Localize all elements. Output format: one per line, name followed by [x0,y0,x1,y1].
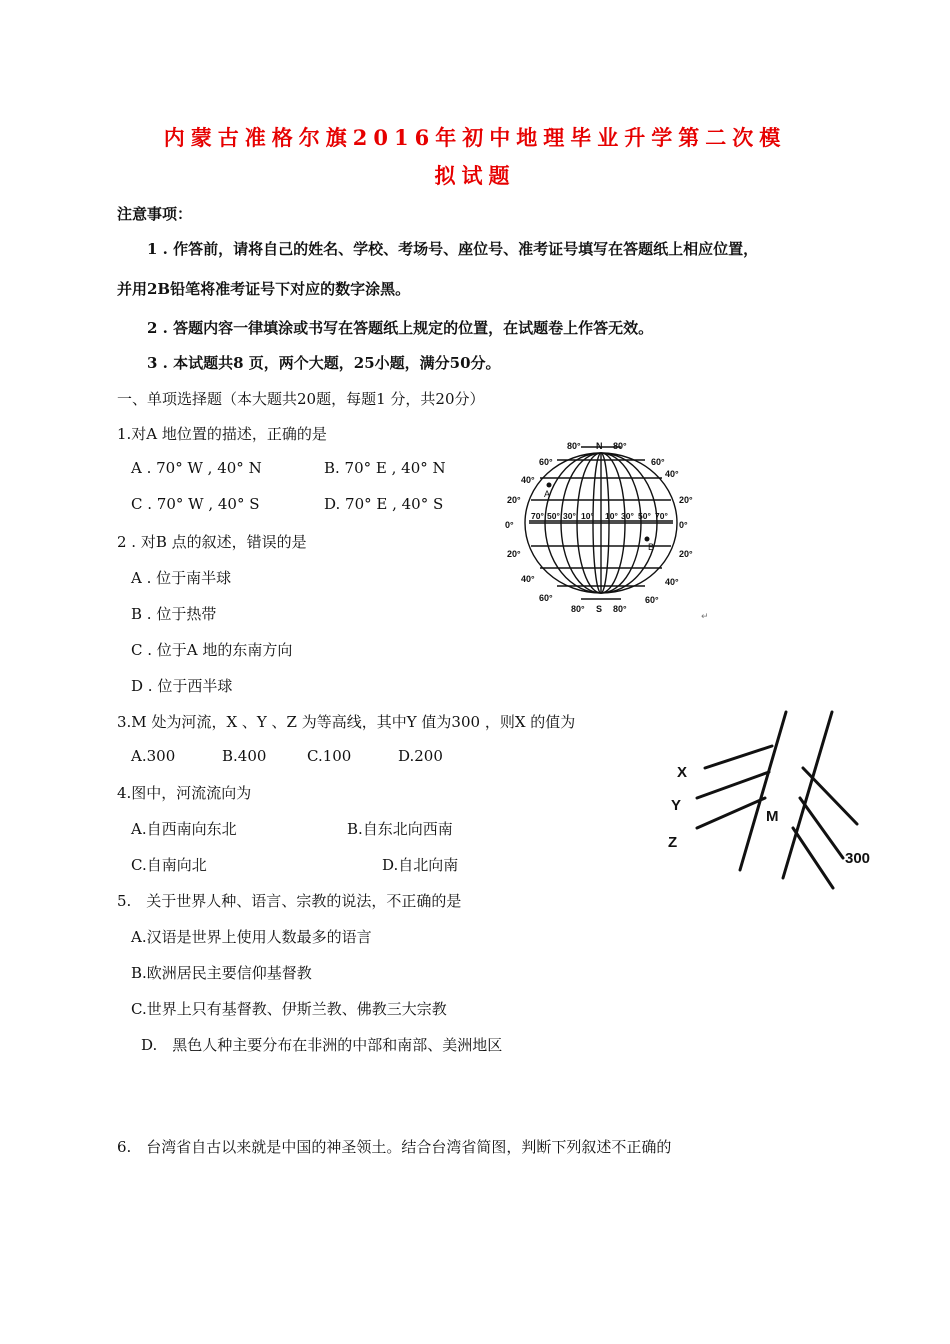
globe-lon-10-w: 10° [581,511,594,521]
note-item-2: 2 . 答题内容一律填涂或书写在答题纸上规定的位置，在试题卷上作答无效。 [147,319,654,337]
q6-stem: 6. 台湾省自古以来就是中国的神圣领土。结合台湾省简图，判断下列叙述不正确的 [117,1138,672,1156]
globe-point-a-label: A [544,489,551,499]
globe-figure [495,437,720,622]
globe-lon-30-e: 30° [621,511,634,521]
q1-option-c: C . 70° W , 40° S [131,495,260,513]
globe-lat-60n-left: 60° [539,457,553,467]
q3-option-d: D.200 [398,747,443,765]
q3-option-a: A.300 [131,747,176,765]
q4-option-b: B.自东北向西南 [347,820,453,838]
note-item-1b: 并用2B铅笔将准考证号下对应的数字涂黑。 [117,280,411,298]
q5-option-b: B.欧洲居民主要信仰基督教 [131,964,312,982]
globe-lat-80n-left: 80° [567,441,581,451]
globe-label-s: S [596,604,603,614]
exam-title-line2: 拟试题 [434,163,516,188]
contour-label-y: Y [671,797,682,814]
point-b-marker [645,537,650,542]
q4-option-a: A.自西南向东北 [131,820,237,838]
globe-label-n: N [596,441,603,451]
q4-option-c: C.自南向北 [131,856,207,874]
globe-lon-50-w: 50° [547,511,560,521]
q3-option-c: C.100 [307,747,352,765]
globe-lat-0-left: 0° [505,520,514,530]
q2-stem: 2 . 对B 点的叙述，错误的是 [117,533,307,551]
q2-option-c: C . 位于A 地的东南方向 [131,641,293,659]
globe-lat-60n-right: 60° [651,457,665,467]
q1-option-a: A . 70° W , 40° N [131,459,262,477]
q1-option-b: B. 70° E , 40° N [324,459,446,477]
globe-lat-20n-left: 20° [507,495,521,505]
globe-lat-40s-right: 40° [665,577,679,587]
globe-lon-70-w: 70° [531,511,544,521]
globe-lat-40s-left: 40° [521,574,535,584]
contour-label-x: X [677,764,688,781]
q4-stem: 4.图中，河流流向为 [117,784,252,802]
q3-stem: 3.M 处为河流，X 、Y 、Z 为等高线，其中Y 值为300 ，则X 的值为 [117,713,576,731]
globe-point-b-label: B [648,542,655,552]
river-label-m: M [766,808,779,825]
return-mark: ↵ [701,611,709,621]
note-item-1a: 1 . 作答前，请将自己的姓名、学校、考场号、座位号、准考证号填写在答题纸上相应位置， [147,240,759,258]
globe-lon-50-e: 50° [638,511,651,521]
q2-option-d: D . 位于西半球 [131,677,233,695]
contour-label-300: 300 [845,850,871,867]
contour-x [705,746,772,768]
notes-heading: 注意事项： [117,205,193,223]
contour-figure [655,700,885,905]
note-item-3: 3 . 本试题共8 页，两个大题，25小题，满分50分。 [147,354,501,372]
globe-lon-30-w: 30° [563,511,576,521]
globe-lat-60s-left: 60° [539,593,553,603]
section-heading: 一、单项选择题（本大题共20题，每题1 分，共20分） [117,390,485,408]
point-a-marker [547,483,552,488]
q1-stem: 1.对A 地位置的描述，正确的是 [117,425,327,443]
q5-option-d: D. 黑色人种主要分布在非洲的中部和南部、美洲地区 [141,1036,503,1054]
q5-stem: 5. 关于世界人种、语言、宗教的说法，不正确的是 [117,892,462,910]
globe-lat-60s-right: 60° [645,595,659,605]
q3-option-b: B.400 [222,747,267,765]
contour-label-z: Z [668,834,678,851]
q4-option-d: D.自北向南 [382,856,459,874]
globe-lat-20s-left: 20° [507,549,521,559]
q2-option-a: A . 位于南半球 [131,569,232,587]
river-bank-right [783,712,832,878]
globe-lat-40n-left: 40° [521,475,535,485]
globe-lon-10-e: 10° [605,511,618,521]
exam-title-line1: 内蒙古准格尔旗2016年初中地理毕业升学第二次模 [163,125,787,150]
globe-lon-70-e: 70° [655,511,668,521]
globe-lat-20s-right: 20° [679,549,693,559]
globe-lat-40n-right: 40° [665,469,679,479]
contour-y [697,772,769,798]
q1-option-d: D. 70° E , 40° S [324,495,444,513]
q5-option-a: A.汉语是世界上使用人数最多的语言 [131,928,372,946]
globe-lat-0-right: 0° [679,520,688,530]
q5-option-c: C.世界上只有基督教、伊斯兰教、佛教三大宗教 [131,1000,447,1018]
globe-lat-80s-left: 80° [571,604,585,614]
q2-option-b: B . 位于热带 [131,605,217,623]
river-bank-left [740,712,786,870]
globe-lat-20n-right: 20° [679,495,693,505]
globe-lat-80s-right: 80° [613,604,627,614]
globe-lat-80n-right: 80° [613,441,627,451]
